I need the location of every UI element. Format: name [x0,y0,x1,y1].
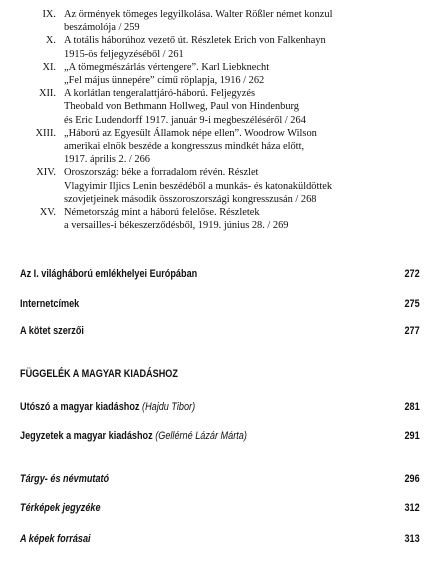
entry-label: Internetcímek [20,298,80,310]
item-title: „A tömegmészárlás vértengere”. Karl Liebknecht [64,61,270,73]
toc-entry-authors[interactable] [20,325,420,339]
toc-entry-memorials[interactable] [20,268,420,282]
item-number: X. [45,35,56,47]
entry-label: Az I. világháború emlékhelyei Európában [20,268,198,280]
item-title-cont: Theobald von Bethmann Hollweg, Paul von Hindenburg [64,101,300,113]
page-number: 296 [404,473,420,485]
item-title: Az örmények tömeges legyilkolása. Walter Rößler német konzul [64,9,333,20]
page-number: 313 [404,533,420,545]
page-number: 312 [404,502,420,514]
item-title-cont: amerikai elnök beszéde a kongresszus mindkét háza előtt, [64,141,305,153]
item-number: XIV. [36,167,56,179]
entry-author: (Hajdu Tibor) [142,401,196,413]
item-number: IX. [42,9,56,20]
item-title-cont: 1915-ös feljegyzéséből / 261 [64,48,184,60]
entry-label: Jegyzetek a magyar kiadáshoz (Gellérné Lázár Márta) [20,430,247,442]
list-item-ix [0,8,446,34]
entry-label: Tárgy- és névmutató [20,473,110,485]
entry-label: A képek forrásai [20,533,91,545]
list-item-xi [0,61,446,87]
item-title-cont: szovjetjeinek második összoroszországi kongresszusán / 268 [64,193,317,205]
page-number: 272 [404,268,420,280]
entry-label: A kötet szerzői [20,325,84,337]
item-title: Oroszország: béke a forradalom révén. Részlet [64,167,259,179]
entry-label: Utószó a magyar kiadáshoz (Hajdu Tibor) [20,401,196,413]
list-item-xii [0,87,446,127]
appendix-heading: FÜGGELÉK A MAGYAR KIADÁSHOZ [20,368,178,380]
item-title-cont: „Fel május ünnepére” című röplapja, 1916 / 262 [64,75,265,87]
list-item-xv [0,206,446,232]
list-item-xiv [0,166,446,206]
item-title: A totális háborúhoz vezető út. Részletek Erich von Falkenhayn [64,35,326,47]
list-item-xiii [0,127,446,167]
list-item-x [0,34,446,60]
item-title-cont: 1917. április 2. / 266 [64,154,151,166]
item-title: A korlátlan tengeralattjáró-háború. Feljegyzés [64,88,255,100]
toc-entry-maps[interactable] [20,502,420,516]
item-title-cont: a versailles-i békeszerződésből, 1919. június 28. / 269 [64,220,289,232]
item-title: Németország mint a háború felelőse. Részletek [64,207,260,219]
item-number: XII. [38,88,56,100]
item-title-cont: Vlagyimir Iljics Lenin beszédéből a munkás- és katonaküldöttek [64,180,333,192]
page-number: 291 [404,430,420,442]
page-number: 277 [404,325,420,337]
page-number: 281 [404,401,420,413]
toc-entry-index[interactable] [20,473,420,487]
entry-author: (Gellérné Lázár Márta) [155,430,247,442]
toc-entry-notes[interactable] [20,430,420,444]
item-number: XIII. [35,127,56,139]
item-number: XI. [42,61,56,73]
toc-entry-image-sources[interactable] [20,533,420,547]
toc-entry-afterword[interactable] [20,401,420,415]
item-title-cont: és Eric Ludendorff 1917. január 9-i megbeszéléséről / 264 [64,114,306,126]
toc-entry-internet[interactable] [20,298,420,312]
page-number: 275 [404,298,420,310]
document-list [0,8,446,232]
entry-label: Térképek jegyzéke [20,502,101,514]
item-title: „Háború az Egyesült Államok népe ellen”. Woodrow Wilson [64,127,317,139]
item-title-cont: beszámolója / 259 [64,22,140,34]
item-number: XV. [39,207,56,219]
